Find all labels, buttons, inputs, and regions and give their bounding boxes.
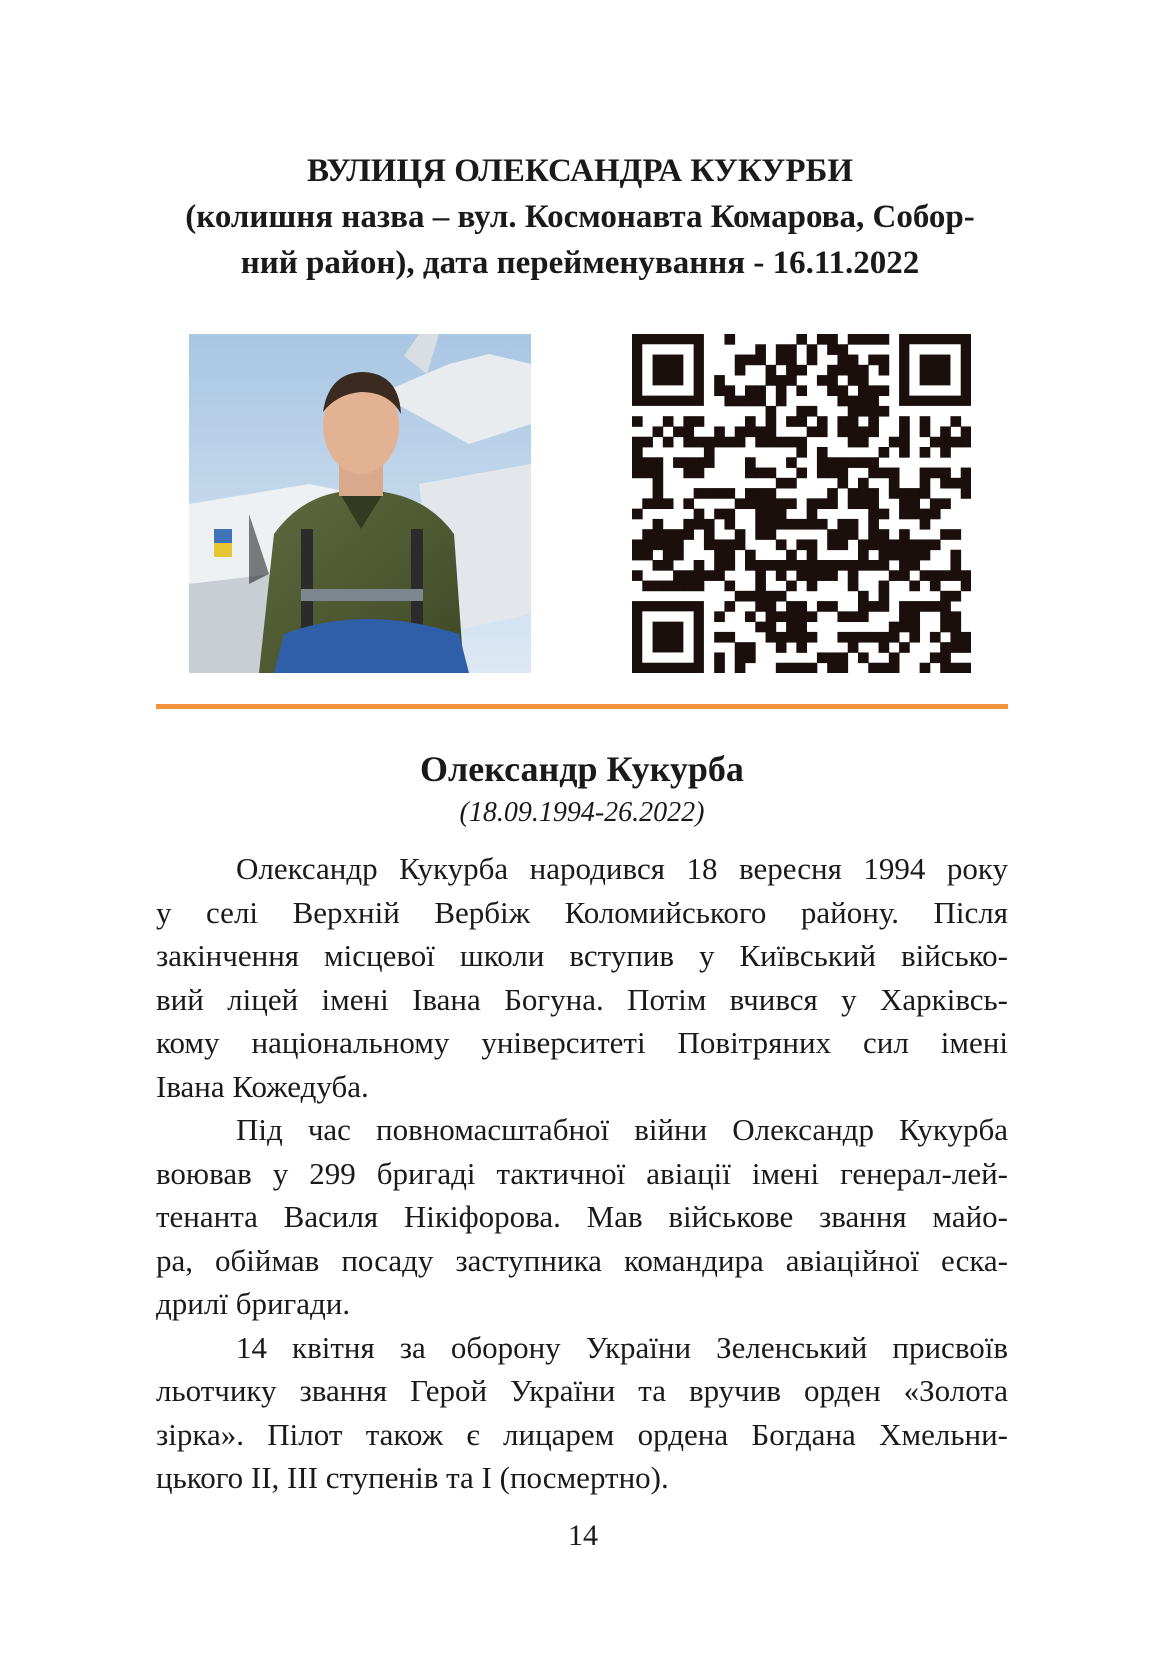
text-line: закінчення місцевої школи вступив у Київський військо-: [156, 938, 1008, 973]
qr-finder-square: [632, 601, 704, 673]
street-heading: [130, 148, 1030, 286]
life-dates: (18.09.1994-26.2022): [459, 797, 705, 828]
text-line: кому національному університеті Повітряних сил імені: [156, 1025, 1008, 1060]
text-line: тенанта Василя Нікіфорова. Мав військове звання майо-: [156, 1199, 1008, 1234]
qr-code[interactable]: [632, 334, 971, 673]
qr-finder-square: [899, 334, 971, 406]
heading-line: (колишня назва – вул. Космонавта Комарова, Собор-: [185, 199, 975, 235]
text-line: 14 квітня за оборону України Зеленський присвоїв: [236, 1329, 1008, 1365]
section-divider: [156, 704, 1008, 709]
text-line: ра, обіймав посаду заступника командира авіаційної еска-: [156, 1242, 1008, 1278]
portrait-photo: [189, 334, 531, 673]
heading-line: ний район), дата перейменування - 16.11.2022: [240, 245, 920, 281]
person-name: Олександр Кукурба: [420, 749, 744, 789]
text-line: дрилї бригади.: [156, 1286, 351, 1321]
qr-finder-square: [632, 334, 704, 406]
text-line: Івана Кожедуба.: [156, 1068, 369, 1104]
text-line: воював у 299 бригаді тактичної авіації імені генерал-лей-: [156, 1155, 1008, 1191]
text-line: льотчику звання Герой України та вручив орден «Золота: [156, 1373, 1008, 1408]
text-line: вий ліцей імені Івана Богуна. Потім вчився у Харківсь-: [156, 981, 1008, 1017]
text-line: зірка». Пілот також є лицарем ордена Богдана Хмельни-: [156, 1416, 1008, 1452]
text-line: Під час повномасштабної війни Олександр Кукурба: [236, 1112, 1008, 1147]
page-number: 14: [568, 1519, 598, 1552]
text-line: цького II, III ступенів та I (посмертно).: [156, 1460, 669, 1495]
heading-line: ВУЛИЦЯ ОЛЕКСАНДРА КУКУРБИ: [307, 153, 853, 189]
text-line: у селі Верхній Вербіж Коломийського району. Після: [156, 894, 1008, 930]
biography-text: [156, 847, 1008, 1500]
text-line: Олександр Кукурба народився 18 вересня 1994 року: [236, 851, 1008, 886]
